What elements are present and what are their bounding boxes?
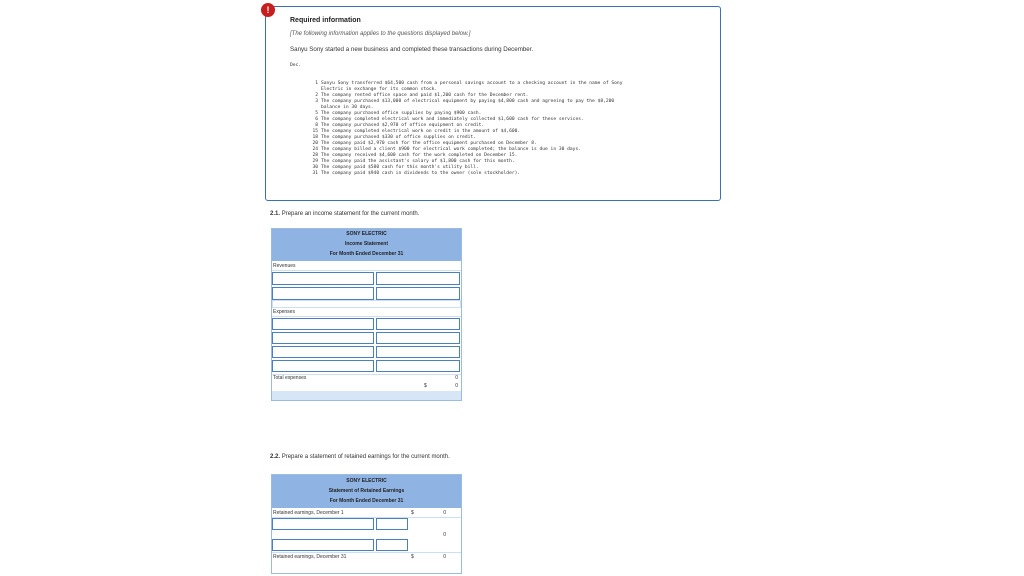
transaction-day: 20 [312, 141, 318, 146]
expense-amount-input-2[interactable] [376, 332, 460, 344]
revenue-total-row [272, 300, 461, 308]
statement-period: For Month Ended December 31 [329, 498, 404, 504]
transaction-text: The company purchased $2,970 of office equipment on credit. [321, 123, 485, 128]
transaction-text: The company paid $580 cash for this month's utility bill. [321, 165, 479, 170]
expenses-label: Expenses [273, 309, 295, 315]
transaction-day: 28 [312, 153, 318, 158]
info-intro: Sanyu Sony started a new business and completed these transactions during December. [290, 46, 534, 53]
expense-account-input-1[interactable] [272, 318, 374, 330]
question-text: Prepare a statement of retained earnings for the current month. [281, 454, 450, 460]
retained-earnings-amount-input-2[interactable] [376, 539, 408, 551]
retained-earnings-header [272, 475, 461, 508]
transaction-text: The company purchased $13,000 of electrical equipment by paying $4,800 cash and agreeing to pay the $8,200 [321, 99, 615, 104]
transaction-day: 1 [315, 81, 318, 86]
total-dollar-sign: $ [424, 383, 427, 389]
transaction-day: 3 [315, 99, 318, 104]
revenue-account-input-1[interactable] [272, 272, 374, 285]
question-text: Prepare an income statement for the current month. [281, 211, 420, 217]
company-name: SONY ELECTRIC [346, 231, 387, 237]
transaction-text: The company paid $940 cash in dividends to the owner (sole stockholder). [321, 171, 521, 176]
transaction-month: Dec. [290, 63, 302, 68]
transaction-text: The company rented office space and paid $1,200 cash for the December rent. [321, 93, 529, 98]
expense-account-input-4[interactable] [272, 360, 374, 372]
retained-earnings-mid-value: 0 [443, 532, 446, 538]
transaction-text: The company purchased office supplies by paying $900 cash. [321, 111, 482, 116]
transaction-text: The company completed electrical work on credit in the amount of $4,600. [321, 129, 521, 134]
income-statement-header [272, 229, 461, 261]
transaction-text: Sanyu Sony transferred $64,500 cash from a personal savings account to a checking account in the name of Sony [321, 81, 623, 86]
transaction-text: The company completed electrical work and immediately collected $1,600 cash for these services. [321, 117, 584, 122]
net-income-row [272, 391, 461, 400]
expense-account-input-2[interactable] [272, 332, 374, 344]
transaction-day: 2 [315, 93, 318, 98]
transaction-row [308, 171, 622, 177]
question-number: 2.2. [270, 454, 281, 460]
retained-earnings-end-value: 0 [443, 554, 446, 560]
transaction-text: The company paid $2,970 cash for the office equipment purchased on December 8. [321, 141, 537, 146]
retained-earnings-amount-input-1[interactable] [376, 518, 408, 530]
info-title: Required information [290, 17, 361, 24]
statement-title: Income Statement [344, 241, 389, 247]
transaction-day: 5 [315, 111, 318, 116]
retained-earnings-account-input-2[interactable] [272, 539, 374, 551]
transaction-text: The company paid the assistant's salary of $1,800 cash for this month. [321, 159, 515, 164]
retained-earnings-begin-label: Retained earnings, December 1 [273, 510, 344, 516]
expense-amount-input-1[interactable] [376, 318, 460, 330]
question-number: 2.1. [270, 211, 281, 217]
revenues-label: Revenues [273, 263, 296, 269]
retained-earnings-begin-value: 0 [443, 510, 446, 516]
expense-amount-input-4[interactable] [376, 360, 460, 372]
question-2-1 [270, 211, 419, 217]
row-divider [272, 552, 461, 553]
transaction-text: Electric in exchange for its common stock. [321, 87, 438, 92]
end-dollar-sign: $ [411, 554, 414, 560]
question-2-2 [270, 454, 450, 460]
expense-account-input-3[interactable] [272, 346, 374, 358]
expense-amount-input-3[interactable] [376, 346, 460, 358]
info-subtitle: [The following information applies to the questions displayed below.] [290, 31, 471, 37]
net-income-value: 0 [455, 383, 458, 389]
statement-title: Statement of Retained Earnings [328, 488, 405, 494]
row-divider [272, 270, 461, 271]
transaction-day: 15 [312, 129, 318, 134]
transaction-day: 30 [312, 165, 318, 170]
begin-dollar-sign: $ [411, 510, 414, 516]
revenue-amount-input-2[interactable] [376, 287, 460, 300]
transaction-day: 18 [312, 135, 318, 140]
retained-earnings-end-label: Retained earnings, December 31 [273, 554, 347, 560]
total-expenses-label: Total expenses [273, 375, 307, 381]
retained-earnings-account-input-1[interactable] [272, 518, 374, 530]
transaction-day: 8 [315, 123, 318, 128]
transaction-day: 29 [312, 159, 318, 164]
transaction-list [290, 63, 622, 183]
transaction-text: The company received $4,600 cash for the work completed on December 15. [321, 153, 518, 158]
row-divider [272, 316, 461, 317]
company-name: SONY ELECTRIC [346, 478, 387, 484]
revenue-amount-input-1[interactable] [376, 272, 460, 285]
transaction-text: balance in 30 days. [321, 105, 374, 110]
transaction-day: 6 [315, 117, 318, 122]
total-expenses-value: 0 [455, 375, 458, 381]
transaction-day: 31 [312, 171, 318, 176]
statement-period: For Month Ended December 31 [329, 251, 404, 257]
transaction-text: The company billed a client $900 for electrical work completed; the balance is due in 30 days. [321, 147, 581, 152]
transaction-text: The company purchased $330 of office supplies on credit. [321, 135, 476, 140]
revenue-account-input-2[interactable] [272, 287, 374, 300]
transaction-day: 24 [312, 147, 318, 152]
alert-icon: ! [261, 3, 275, 17]
